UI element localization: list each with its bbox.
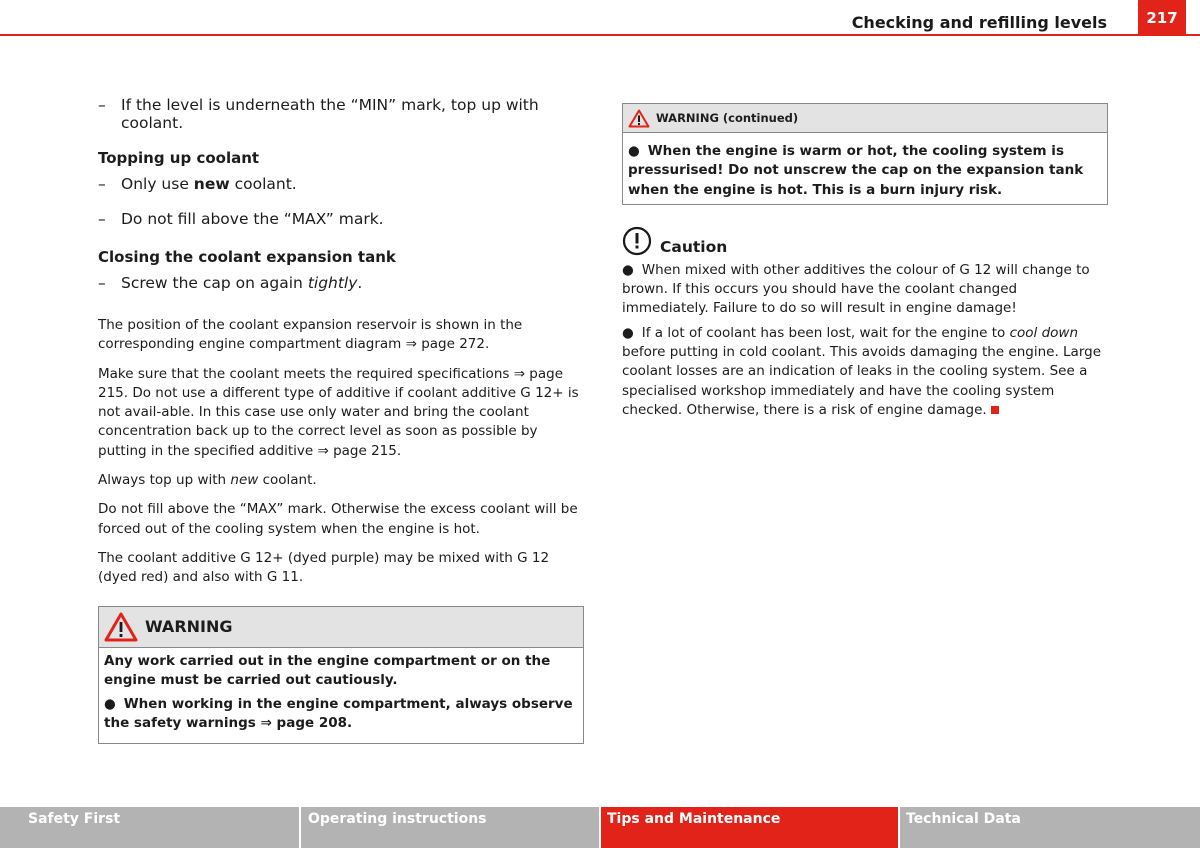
caution-item-1: ● When mixed with other additives the colour of G 12 will change to brown. If this occurs you should have the coolant changed immediately. Failure to do so will result in engine damage! xyxy=(622,261,1090,317)
warning-box xyxy=(98,606,584,744)
warning-continued-header xyxy=(623,104,1107,133)
paragraph-additive: The coolant additive G 12+ (dyed purple) may be mixed with G 12 (dyed red) and also with G 11. xyxy=(98,549,550,586)
tab-tips-and-maintenance[interactable] xyxy=(601,807,898,848)
caution-title: Caution xyxy=(660,237,728,256)
dash-marker: – xyxy=(98,274,106,292)
caution-exclamation-icon xyxy=(622,226,652,256)
bullet-icon: ● xyxy=(622,324,634,341)
dash-marker: – xyxy=(98,96,106,114)
tab-label: Technical Data xyxy=(906,811,1021,827)
tab-operating-instructions[interactable] xyxy=(301,807,599,848)
bullet-icon: ● xyxy=(104,696,116,713)
tab-technical-data[interactable] xyxy=(900,807,1200,848)
footer-nav xyxy=(0,807,1200,848)
warning-body xyxy=(99,648,583,743)
warning-line-2: ● When working in the engine compartment, always observe the safety warnings ⇒ page 208. xyxy=(104,696,573,732)
paragraph-position: The position of the coolant expansion reservoir is shown in the corresponding engine compartment diagram ⇒ page 272. xyxy=(98,317,523,353)
dash-marker: – xyxy=(98,210,106,228)
header-divider xyxy=(0,34,1200,36)
emphasis-new: new xyxy=(193,175,230,193)
page-title: Checking and refilling levels xyxy=(851,13,1107,32)
warning-title: WARNING xyxy=(145,617,233,637)
step-min-level xyxy=(98,96,584,132)
caution-header xyxy=(622,226,1108,256)
paragraph-do-not-fill: Do not fill above the “MAX” mark. Otherwise the excess coolant will be forced out of the cooling system when the engine is hot. xyxy=(98,501,578,537)
left-column xyxy=(98,96,584,744)
step-text: Do not fill above the “MAX” mark. xyxy=(121,210,384,228)
paragraph-always-new: Always top up with new coolant. xyxy=(98,472,317,489)
tab-safety-first[interactable] xyxy=(0,807,299,848)
warning-header xyxy=(99,607,583,648)
closing-heading: Closing the coolant expansion tank xyxy=(98,248,396,266)
warning-line-1: Any work carried out in the engine compartment or on the engine must be carried out cautiously. xyxy=(104,652,551,688)
right-column xyxy=(622,103,1108,425)
step-max xyxy=(98,210,584,228)
caution-item-2: ● If a lot of coolant has been lost, wait for the engine to cool down before putting in cold coolant. This avoids damaging the engine. Large coolant losses are an indication of leaks in the cooling system. See a specialised workshop immediately and have the cooling system checked. Otherwise, there is a risk of engine damage. xyxy=(622,324,1102,418)
bullet-icon: ● xyxy=(622,261,634,278)
warning-triangle-icon xyxy=(628,109,650,128)
tab-label: Safety First xyxy=(28,811,121,827)
warning-triangle-icon xyxy=(104,612,138,642)
emphasis-tightly: tightly xyxy=(307,274,358,292)
tab-label: Tips and Maintenance xyxy=(607,811,781,827)
page-number: 217 xyxy=(1138,0,1186,35)
tab-label: Operating instructions xyxy=(308,811,487,827)
step-text: Screw the cap on again tightly. xyxy=(121,274,363,292)
step-text: Only use new coolant. xyxy=(121,175,297,193)
caution-body xyxy=(622,261,1108,420)
warning-continued-body: ● When the engine is warm or hot, the cooling system is pressurised! Do not unscrew the cap on the expansion tank when the engine is hot. This is a burn injury risk. xyxy=(628,143,1084,198)
warning-continued-box xyxy=(622,103,1108,205)
warning-continued-title: WARNING (continued) xyxy=(656,111,799,125)
step-use-new xyxy=(98,175,584,193)
bullet-icon: ● xyxy=(628,143,640,159)
paragraph-specifications: Make sure that the coolant meets the required specifications ⇒ page 215. Do not use a different type of additive if coolant additive G 12+ is not avail-able. In this case use only water and bring the coolant concentration back up to the correct level as soon as possible by putting in the specified additive ⇒ page 215. xyxy=(98,365,579,459)
end-of-section-icon xyxy=(991,406,999,414)
topping-up-heading: Topping up coolant xyxy=(98,149,260,167)
step-text: If the level is underneath the “MIN” mark, top up with coolant. xyxy=(121,96,539,132)
step-screw-cap xyxy=(98,274,584,292)
dash-marker: – xyxy=(98,175,106,193)
